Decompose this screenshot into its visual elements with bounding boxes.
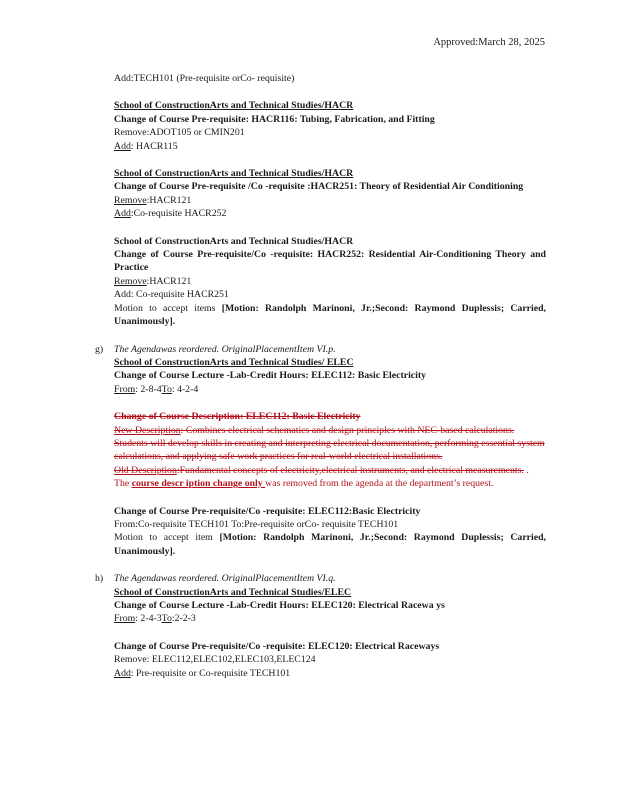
school-heading: School of ConstructionArts and Technical Studies/ELEC: [114, 586, 352, 598]
reorder-note: The Agendawas reordered. OriginalPlacementItem VI.q.: [114, 573, 336, 585]
add-value: : Pre-requisite or Co-requisite TECH101: [130, 667, 291, 679]
to-value: : 4-2-4: [171, 383, 199, 395]
remove-line: Remove: ELEC112,ELEC102,ELEC103,ELEC124: [114, 654, 316, 666]
add-line: Add: Co-requisite HACR251: [114, 289, 229, 301]
add-value: : HACR115: [130, 140, 178, 152]
hacr252-block: [114, 235, 546, 329]
change-heading: Change of Course Pre-requisite/Co -requisite: HACR252: Residential Air-Conditioning Theory and Practice: [114, 249, 546, 274]
intro-add-line: Add:TECH101 (Pre-requisite orCo- requisite): [114, 73, 295, 84]
description-change-block: [114, 410, 546, 490]
from-value: : 2-4-3: [135, 613, 162, 625]
from-value: : 2-8-4: [135, 383, 162, 395]
motion-details: [Motion: Randolph Marinoni, Jr.;Second: Raymond Duplessis; Carried, Unanimously].: [114, 532, 546, 557]
add-value: :Co-requisite HACR252: [130, 208, 227, 220]
reorder-note: The Agendawas reordered. OriginalPlacementItem VI.p.: [114, 343, 336, 355]
credit-hours-line: [114, 383, 546, 396]
hacr251-block: [114, 167, 546, 221]
school-heading: School of ConstructionArts and Technical Studies/HACR: [114, 100, 354, 112]
prereq-change-heading: Change of Course Pre-requisite/Co -requisite: ELEC120: Electrical Raceways: [114, 640, 440, 652]
credit-hours-line: [114, 612, 546, 625]
old-description-label: Old Description: [114, 464, 177, 476]
old-description: [114, 464, 546, 491]
remove-line: [114, 275, 546, 288]
add-label: Add: [114, 667, 131, 679]
school-heading: School of ConstructionArts and Technical Studies/ ELEC: [114, 356, 354, 368]
agenda-item-g: [95, 343, 546, 559]
hacr116-block: [114, 99, 546, 153]
school-heading: School of ConstructionArts and Technical Studies/HACR: [114, 168, 354, 180]
item-marker: h): [95, 573, 104, 585]
remove-line: Remove:ADOT105 or CMIN201: [114, 127, 245, 139]
to-label: To: [161, 383, 172, 395]
motion-line: [114, 302, 546, 329]
remove-label: Remove: [114, 194, 147, 206]
from-label: From: [114, 613, 136, 625]
to-label: To: [161, 613, 172, 625]
motion-plain: Motion to accept item: [114, 532, 220, 544]
from-label: From: [114, 383, 136, 395]
old-description-text: :Fundamental concepts of electricity,electrical instruments, and electrical measurements.: [176, 464, 524, 476]
change-heading: Change of Course Pre-requisite: HACR116: Tubing, Fabrication, and Fitting: [114, 113, 435, 125]
change-heading: Change of Course Lecture -Lab-Credit Hours: ELEC112: Basic Electricity: [114, 370, 427, 382]
add-line: [114, 140, 546, 153]
removed-note-bold: course descr iption change only: [131, 478, 266, 490]
motion-plain: Motion to accept items: [114, 302, 222, 314]
remove-label: Remove: [114, 275, 147, 287]
removed-note-post: was removed from the agenda at the department’s request.: [265, 478, 494, 490]
remove-value: :HACR121: [146, 275, 192, 287]
new-description-text: : Combines electrical schematics and design principles with NEC-based calculations. Students will develop skills in creating and interpreting electrical documentation, performing essential system calculations, and applying safe work practices for real-world electrical installations.: [114, 424, 545, 463]
document-body: [95, 72, 546, 680]
to-value: :2-2-3: [171, 613, 196, 625]
removed-note-pre: . The: [114, 464, 529, 490]
motion-details: [Motion: Randolph Marinoni, Jr.;Second: Raymond Duplessis; Carried, Unanimously].: [114, 302, 546, 328]
agenda-item-h: [95, 572, 546, 680]
new-description: [114, 424, 546, 464]
school-heading: School of ConstructionArts and Technical Studies/HACR: [114, 235, 354, 247]
description-change-heading: Change of Course Description: ELEC112: Basic Electricity: [114, 411, 361, 423]
old-description-strike: [114, 465, 524, 476]
remove-line: [114, 194, 546, 207]
approval-date: Approved:March 28, 2025: [433, 37, 545, 48]
remove-value: :HACR121: [146, 194, 192, 206]
add-label: Add: [114, 208, 131, 220]
change-heading: Change of Course Pre-requisite /Co -requisite :HACR251: Theory of Residential Air Conditioning: [114, 181, 524, 193]
add-line: [114, 667, 546, 680]
change-heading: Change of Course Lecture -Lab-Credit Hours: ELEC120: Electrical Racewa ys: [114, 600, 445, 611]
from-to-line: From:Co-requisite TECH101 To:Pre-requisite orCo- requisite TECH101: [114, 518, 399, 530]
add-line: [114, 207, 546, 220]
item-marker: g): [95, 343, 104, 355]
add-label: Add: [114, 140, 131, 152]
new-description-label: New Description: [114, 424, 181, 436]
prereq-change-heading: Change of Course Pre-requisite/Co -requisite: ELEC112:Basic Electricity: [114, 505, 421, 517]
motion-line: [114, 531, 546, 558]
